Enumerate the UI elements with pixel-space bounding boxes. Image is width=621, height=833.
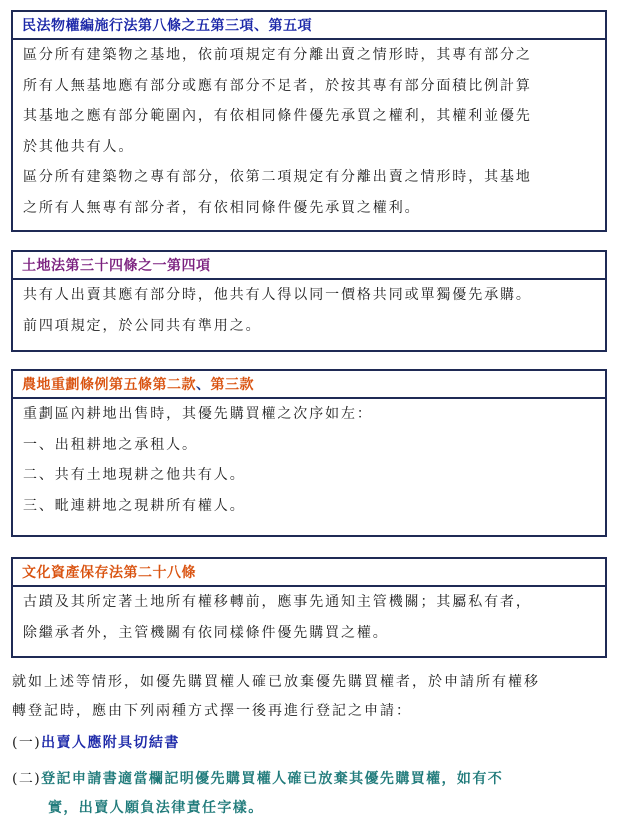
section-title-main: 文化資產保存法第二十八條 <box>22 565 196 581</box>
section-body <box>13 40 605 223</box>
section-line: 其基地之應有部分範圍內，有依相同條件優先承買之權利，其權利並優先 <box>23 108 532 124</box>
law-section-land-act <box>11 250 607 352</box>
section-line: 一、出租耕地之承租人。 <box>23 436 198 453</box>
law-section-civil-code <box>11 10 607 232</box>
option-text: 出賣人應附具切結書 <box>41 735 180 751</box>
section-line: 於其他共有人。 <box>23 138 135 155</box>
section-title-separator: 、 <box>196 377 211 393</box>
section-line: 前四項規定，於公同共有準用之。 <box>23 317 262 334</box>
law-section-farmland-readjustment <box>11 369 607 537</box>
section-line: 所有人無基地應有部分或應有部分不足者，於按其專有部分面積比例計算 <box>23 77 532 94</box>
outro-paragraph <box>12 668 612 726</box>
section-line: 區分所有建築物之基地，依前項規定有分離出賣之情形時，其專有部分之 <box>23 47 532 63</box>
section-title-main: 土地法第三十四條之一第四項 <box>22 258 211 274</box>
section-title-extra: 第五項 <box>268 18 312 34</box>
section-line: 除繼承者外，主管機關有依同樣條件優先購買之權。 <box>23 624 389 641</box>
section-title <box>13 371 605 399</box>
section-title <box>13 12 605 40</box>
section-line: 共有人出賣其應有部分時，他共有人得以同一價格共同或單獨優先承購。 <box>23 287 532 303</box>
section-line: 之所有人無專有部分者，有依相同條件優先承買之權利。 <box>23 199 421 216</box>
section-title-separator: 、 <box>254 18 269 34</box>
section-line: 重劃區內耕地出售時，其優先購買權之次序如左： <box>23 406 373 422</box>
section-title-extra: 第三款 <box>210 377 254 393</box>
section-body <box>13 587 605 648</box>
section-title <box>13 559 605 587</box>
law-section-cultural-heritage <box>11 557 607 658</box>
option-item <box>12 732 180 752</box>
option-item <box>12 765 503 823</box>
section-line: 三、毗連耕地之現耕所有權人。 <box>23 497 246 514</box>
section-title-main: 農地重劃條例第五條第二款 <box>22 377 196 393</box>
option-text-continued: 實，出賣人願負法律責任字樣。 <box>48 800 264 816</box>
section-title-main: 民法物權編施行法第八條之五第三項 <box>22 18 254 34</box>
section-body <box>13 280 605 341</box>
option-number: (二) <box>12 771 42 787</box>
section-line: 古蹟及其所定著土地所有權移轉前，應事先通知主管機關；其屬私有者， <box>23 594 532 610</box>
outro-line: 就如上述等情形，如優先購買權人確已放棄優先購買權者，於申請所有權移 <box>12 674 540 690</box>
section-line: 區分所有建築物之專有部分，依第二項規定有分離出賣之情形時，其基地 <box>23 169 532 185</box>
section-body <box>13 399 605 521</box>
section-title <box>13 252 605 280</box>
section-line: 二、共有土地現耕之他共有人。 <box>23 467 246 483</box>
option-number: (一) <box>12 735 42 751</box>
outro-line: 轉登記時，應由下列兩種方式擇一後再進行登記之申請： <box>12 703 412 719</box>
option-text: 登記申請書適當欄記明優先購買權人確已放棄其優先購買權，如有不 <box>41 771 504 787</box>
